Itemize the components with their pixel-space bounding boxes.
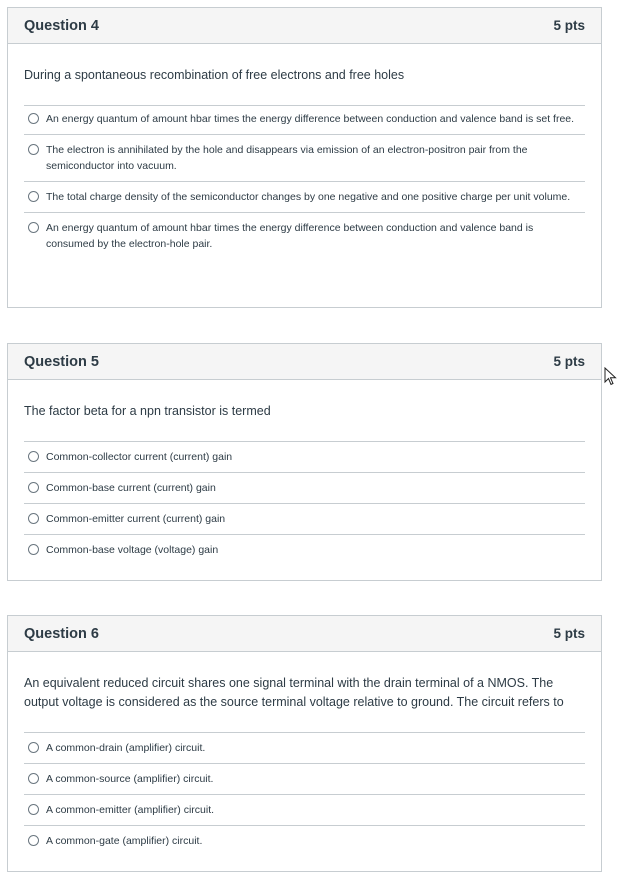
radio-button[interactable] bbox=[28, 144, 39, 155]
radio-button[interactable] bbox=[28, 482, 39, 493]
question-header bbox=[8, 616, 601, 652]
radio-button[interactable] bbox=[28, 513, 39, 524]
answer-list bbox=[24, 732, 585, 856]
question-points: 5 pts bbox=[553, 18, 585, 33]
radio-button[interactable] bbox=[28, 113, 39, 124]
radio-button[interactable] bbox=[28, 191, 39, 202]
question-body bbox=[8, 674, 601, 856]
answer-label[interactable]: A common-drain (amplifier) circuit. bbox=[46, 742, 206, 754]
question-body bbox=[8, 66, 601, 259]
answer-label[interactable]: Common-base voltage (voltage) gain bbox=[46, 544, 219, 556]
answer-option[interactable] bbox=[24, 794, 585, 825]
radio-button[interactable] bbox=[28, 804, 39, 815]
question-points: 5 pts bbox=[553, 626, 585, 641]
radio-button[interactable] bbox=[28, 773, 39, 784]
question-body bbox=[8, 402, 601, 565]
question-6 bbox=[7, 615, 602, 872]
question-title: Question 6 bbox=[24, 625, 99, 642]
radio-button[interactable] bbox=[28, 742, 39, 753]
question-4 bbox=[7, 7, 602, 308]
answer-option[interactable] bbox=[24, 212, 585, 259]
answer-list bbox=[24, 441, 585, 565]
question-text: An equivalent reduced circuit shares one signal terminal with the drain terminal of a NMOS. The output voltage is considered as the source terminal voltage relative to ground. The circuit refers to bbox=[24, 676, 564, 709]
answer-label[interactable]: A common-gate (amplifier) circuit. bbox=[46, 835, 203, 847]
answer-option[interactable] bbox=[24, 825, 585, 856]
question-points: 5 pts bbox=[553, 354, 585, 369]
question-text: During a spontaneous recombination of free electrons and free holes bbox=[24, 68, 405, 82]
answer-label[interactable]: The total charge density of the semiconductor changes by one negative and one positive charge per unit volume. bbox=[46, 191, 571, 203]
mouse-cursor-icon bbox=[604, 367, 617, 391]
radio-button[interactable] bbox=[28, 451, 39, 462]
radio-button[interactable] bbox=[28, 544, 39, 555]
answer-label[interactable]: A common-source (amplifier) circuit. bbox=[46, 773, 214, 785]
answer-label[interactable]: Common-collector current (current) gain bbox=[46, 451, 233, 463]
answer-option[interactable] bbox=[24, 732, 585, 763]
question-header bbox=[8, 344, 601, 380]
answer-label[interactable]: The electron is annihilated by the hole and disappears via emission of an electron-positron pair from the semiconductor into vacuum. bbox=[46, 144, 528, 172]
question-header bbox=[8, 8, 601, 44]
question-text: The factor beta for a npn transistor is termed bbox=[24, 404, 271, 418]
question-5 bbox=[7, 343, 602, 581]
answer-option[interactable] bbox=[24, 534, 585, 565]
answer-label[interactable]: A common-emitter (amplifier) circuit. bbox=[46, 804, 215, 816]
question-title: Question 4 bbox=[24, 17, 99, 34]
answer-label[interactable]: An energy quantum of amount hbar times the energy difference between conduction and valence band is consumed by the electron-hole pair. bbox=[46, 222, 534, 250]
answer-option[interactable] bbox=[24, 105, 585, 134]
answer-label[interactable]: Common-emitter current (current) gain bbox=[46, 513, 226, 525]
radio-button[interactable] bbox=[28, 222, 39, 233]
radio-button[interactable] bbox=[28, 835, 39, 846]
answer-option[interactable] bbox=[24, 472, 585, 503]
question-title: Question 5 bbox=[24, 353, 99, 370]
answer-option[interactable] bbox=[24, 763, 585, 794]
answer-option[interactable] bbox=[24, 181, 585, 212]
answer-option[interactable] bbox=[24, 503, 585, 534]
answer-label[interactable]: An energy quantum of amount hbar times the energy difference between conduction and valence band is set free. bbox=[46, 113, 575, 125]
answer-option[interactable] bbox=[24, 441, 585, 472]
answer-list bbox=[24, 105, 585, 259]
answer-label[interactable]: Common-base current (current) gain bbox=[46, 482, 216, 494]
answer-option[interactable] bbox=[24, 134, 585, 181]
